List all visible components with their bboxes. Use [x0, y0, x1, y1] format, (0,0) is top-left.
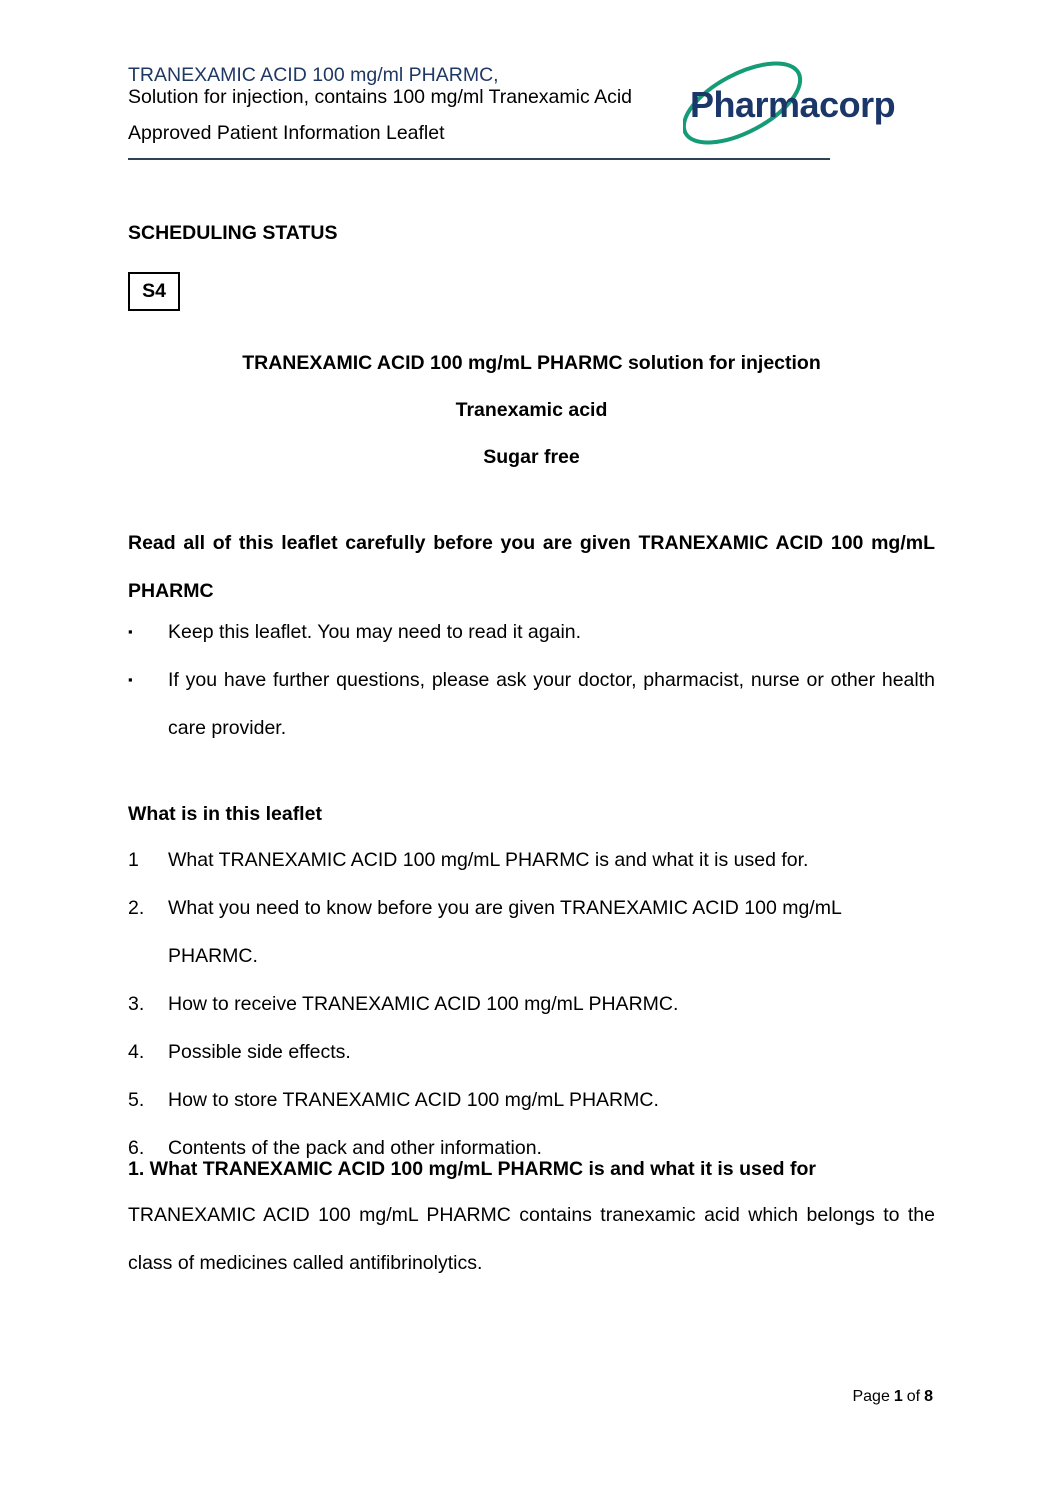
- toc-item-number: 3.: [128, 993, 145, 1015]
- toc-heading: What is in this leaflet: [128, 803, 322, 825]
- bullet-text: If you have further questions, please ask your doctor, pharmacist, nurse or other health care provider.: [168, 669, 935, 739]
- section1-heading: 1. What TRANEXAMIC ACID 100 mg/mL PHARMC is and what it is used for: [128, 1158, 816, 1180]
- pharmacorp-logo: [683, 54, 913, 150]
- toc-item-number: 1: [128, 849, 139, 871]
- footer-prefix: Page: [852, 1388, 890, 1405]
- bullet-item: [128, 608, 935, 656]
- header-subtitle-line: Solution for injection, contains 100 mg/ml Tranexamic Acid: [128, 86, 633, 108]
- toc-item-text: How to store TRANEXAMIC ACID 100 mg/mL PHARMC.: [168, 1089, 659, 1111]
- footer-total-pages: 8: [924, 1388, 933, 1405]
- toc-item-text: Contents of the pack and other information.: [168, 1137, 542, 1159]
- bullet-text: Keep this leaflet. You may need to read it again.: [168, 621, 582, 643]
- toc-item-number: 4.: [128, 1041, 145, 1063]
- toc-item: [128, 1028, 935, 1076]
- toc-item: [128, 980, 935, 1028]
- scheduling-status-heading: SCHEDULING STATUS: [128, 222, 338, 244]
- header-leaflet-line: Approved Patient Information Leaflet: [128, 122, 445, 144]
- bullet-square-icon: ▪: [128, 672, 133, 687]
- footer-middle: of: [906, 1388, 921, 1405]
- schedule-code-box: [128, 272, 180, 311]
- bullet-square-icon: ▪: [128, 624, 133, 639]
- toc-item-text: What TRANEXAMIC ACID 100 mg/mL PHARMC is and what it is used for.: [168, 849, 809, 871]
- read-lead-paragraph: Read all of this leaflet carefully before you are given TRANEXAMIC ACID 100 mg/mL PHARMC: [128, 532, 935, 602]
- section1-body: TRANEXAMIC ACID 100 mg/mL PHARMC contains tranexamic acid which belongs to the class of medicines called antifibrinolytics.: [128, 1204, 935, 1274]
- toc-item-text: How to receive TRANEXAMIC ACID 100 mg/mL PHARMC.: [168, 993, 679, 1015]
- schedule-code: S4: [142, 280, 166, 302]
- toc-item-number: 5.: [128, 1089, 145, 1111]
- header-product-line: TRANEXAMIC ACID 100 mg/ml PHARMC,: [128, 64, 499, 86]
- sugar-free-label: Sugar free: [483, 446, 580, 468]
- toc-item-number: 2.: [128, 897, 145, 919]
- toc-item-text: Possible side effects.: [168, 1041, 351, 1063]
- toc-item: [128, 836, 935, 884]
- toc-item: [128, 1076, 935, 1124]
- toc-item-text: What you need to know before you are given TRANEXAMIC ACID 100 mg/mL PHARMC.: [168, 897, 842, 967]
- toc-item-number: 6.: [128, 1137, 145, 1159]
- footer-current-page: 1: [893, 1388, 903, 1405]
- toc-list: [128, 836, 935, 1172]
- product-title: TRANEXAMIC ACID 100 mg/mL PHARMC solution for injection: [242, 352, 821, 374]
- logo-wordmark: Pharmacorp: [690, 84, 896, 125]
- bullet-item: [128, 656, 935, 752]
- header-divider: [128, 158, 830, 160]
- page-number-footer: [850, 1388, 935, 1406]
- toc-item: [128, 884, 935, 980]
- generic-name: Tranexamic acid: [455, 399, 608, 421]
